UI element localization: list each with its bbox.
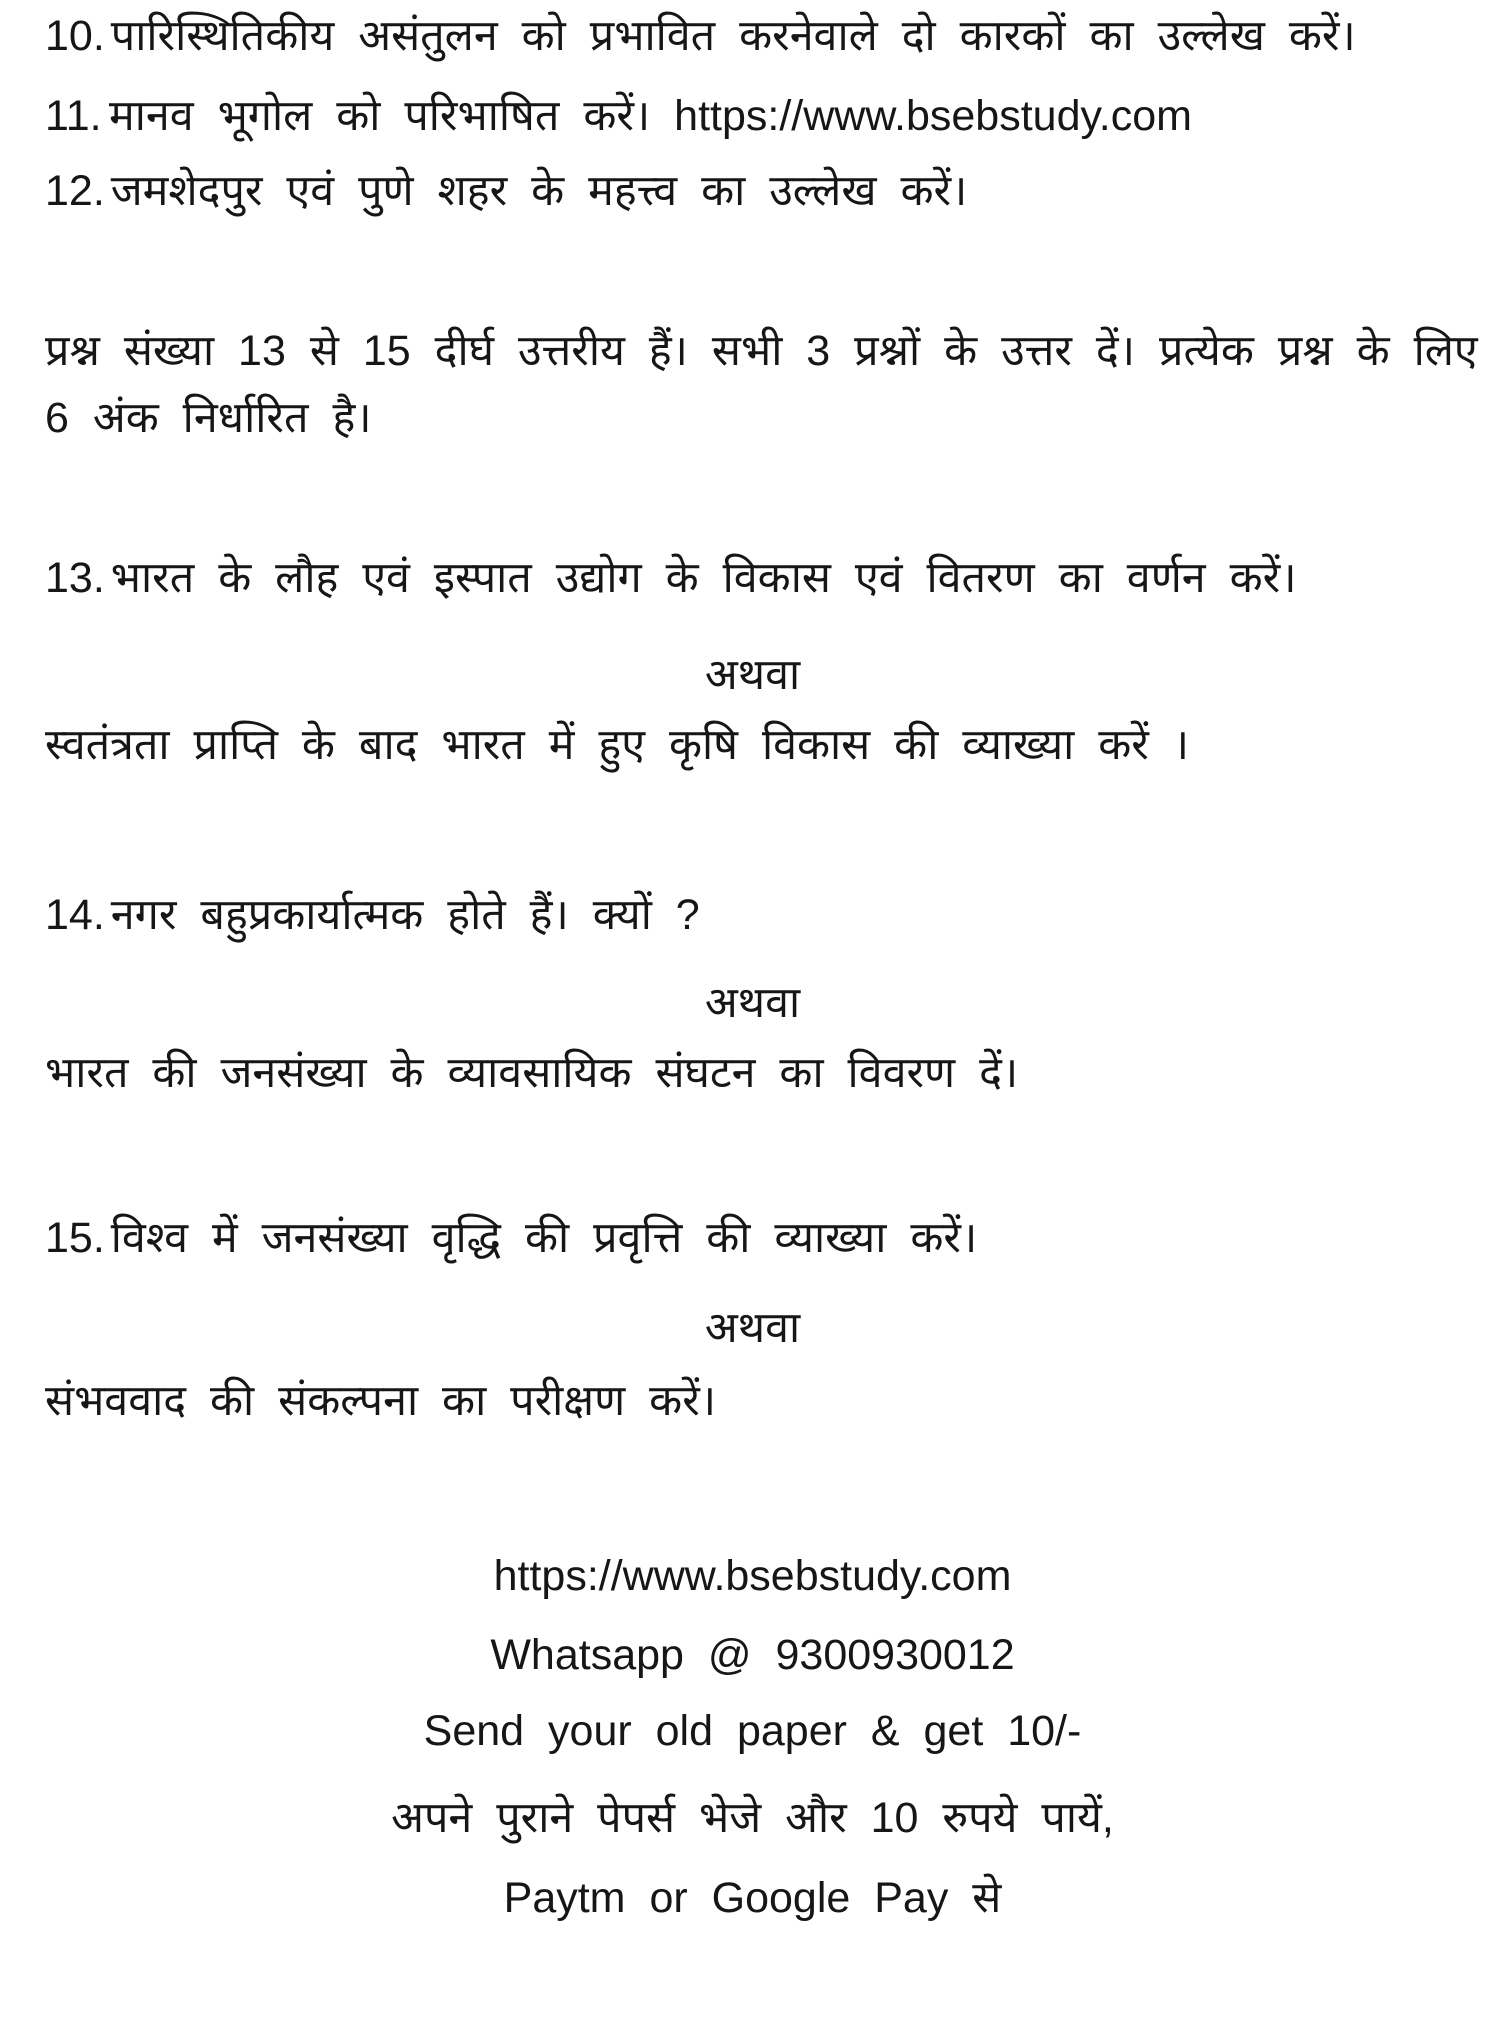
question-text: विश्व में जनसंख्या वृद्धि की प्रवृत्ति की व्याख्या करें। (110, 1214, 978, 1262)
question-text: पारिस्थितिकीय असंतुलन को प्रभावित करनेवाले दो कारकों का उल्लेख करें। (110, 12, 1356, 60)
section-instruction-line1: प्रश्न संख्या 13 से 15 दीर्घ उत्तरीय हैं। सभी 3 प्रश्नों के उत्तर दें। प्रत्येक प्रश्न के लिए (45, 327, 1478, 375)
question-number: 11. (45, 92, 102, 140)
footer-offer-english: Send your old paper & get 10/- (423, 1707, 1082, 1755)
question-10 (45, 8, 1460, 64)
question-11 (45, 88, 1460, 144)
question-number: 10. (45, 12, 105, 60)
question-number: 14. (45, 891, 105, 939)
question-13 (45, 550, 1460, 606)
section-instruction-line2: 6 अंक निर्धारित है। (45, 394, 372, 442)
footer-whatsapp-number: Whatsapp @ 9300930012 (490, 1631, 1015, 1679)
question-13-alternative: स्वतंत्रता प्राप्ति के बाद भारत में हुए कृषि विकास की व्याख्या करें । (45, 721, 1190, 769)
question-14-alternative: भारत की जनसंख्या के व्यावसायिक संघटन का विवरण दें। (45, 1049, 1019, 1097)
question-number: 13. (45, 554, 105, 602)
or-separator: अथवा (704, 651, 801, 699)
footer-offer-hindi: अपने पुराने पेपर्स भेजे और 10 रुपये पायें, (391, 1794, 1114, 1842)
question-text: नगर बहुप्रकार्यात्मक होते हैं। क्यों ? (110, 891, 700, 939)
question-15-alternative: संभववाद की संकल्पना का परीक्षण करें। (45, 1377, 717, 1425)
or-separator: अथवा (704, 979, 801, 1027)
question-number: 12. (45, 167, 105, 215)
question-number: 15. (45, 1214, 105, 1262)
question-15 (45, 1210, 1460, 1266)
or-separator: अथवा (704, 1304, 801, 1352)
question-14 (45, 887, 1460, 943)
question-12 (45, 163, 1460, 219)
question-text: भारत के लौह एवं इस्पात उद्योग के विकास एवं वितरण का वर्णन करें। (110, 554, 1297, 602)
footer-website-url: https://www.bsebstudy.com (493, 1552, 1012, 1600)
question-text: मानव भूगोल को परिभाषित करें। https://www.bsebstudy.com (109, 92, 1192, 140)
question-text: जमशेदपुर एवं पुणे शहर के महत्त्व का उल्लेख करें। (110, 167, 968, 215)
footer-payment-methods: Paytm or Google Pay से (503, 1874, 1002, 1922)
